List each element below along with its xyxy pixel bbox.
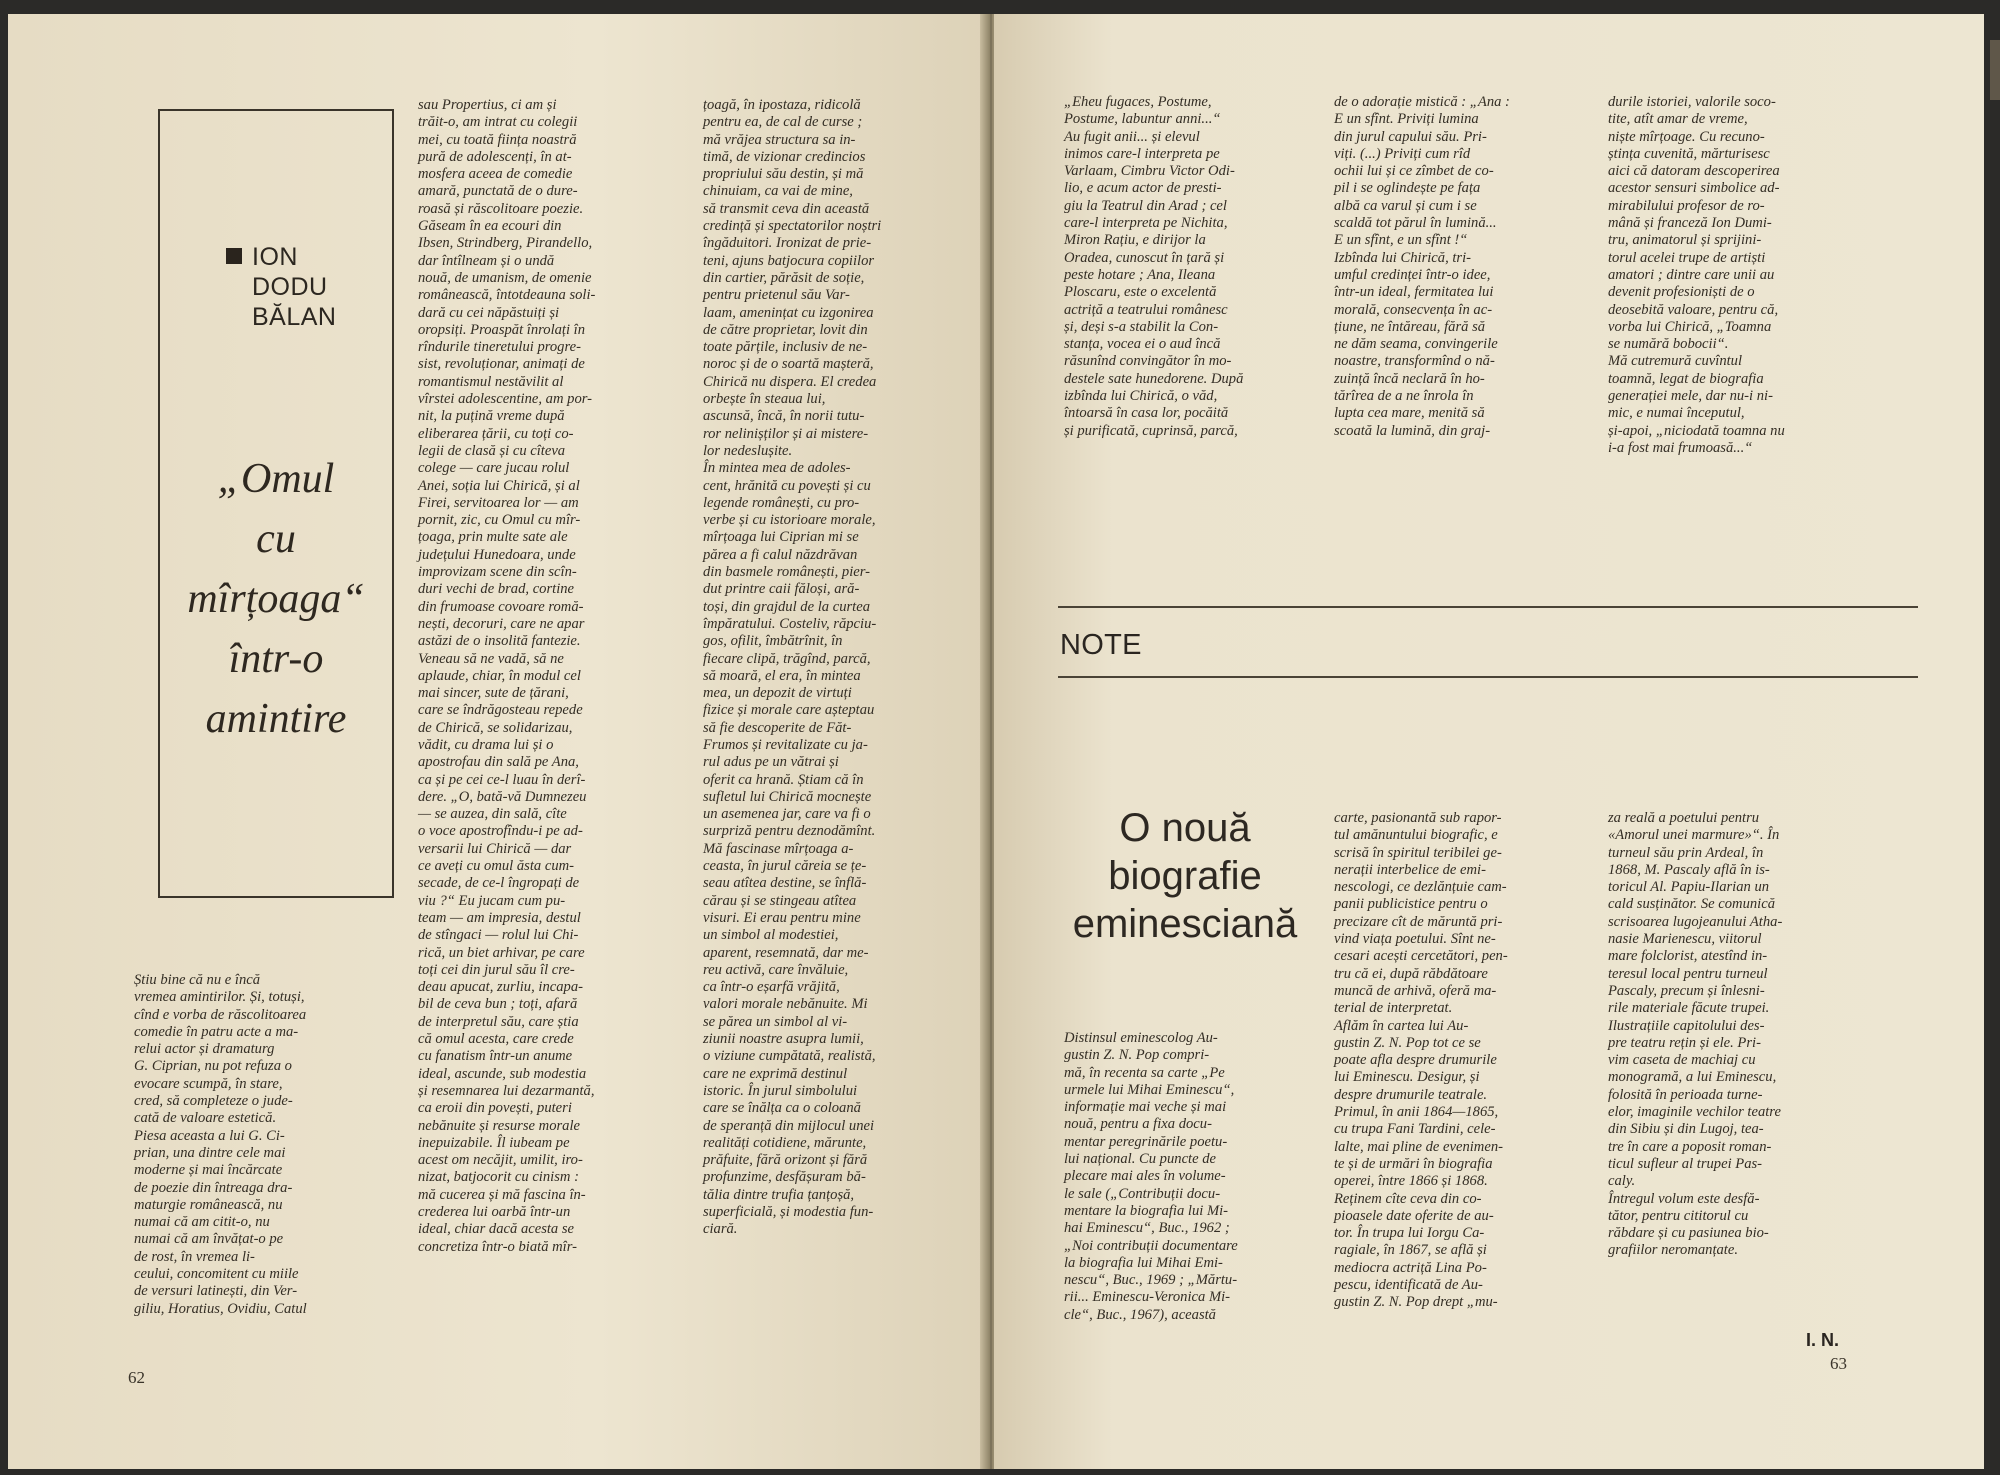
note-title: O nouă biografie eminesciană (1072, 806, 1298, 946)
bullet-square-icon (226, 248, 242, 264)
notes-heading: NOTE (1060, 629, 1142, 661)
note-col-1: Distinsul eminescolog Au- gustin Z. N. Pop compri- mă, în recenta sa carte „Pe urmele lui Mihai Eminescu“, informație mai veche și mai nouă, pentru a fixa docu- mentar peregrinările poetu- lui național. Cu puncte de plecare mai ales în volume- le sale („Contribuții docu- mentare la biografia lui Mi- hai Eminescu“, Buc., 1962 ; „Noi contribuții documentare la biografia lui Mihai Emi- nescu“, Buc., 1969 ; „Mărtu- rii... Eminescu-Veronica Mi- cle“, Buc., 1967), această (1064, 1030, 1238, 1323)
note-col-2: carte, pasionantă sub rapor- tul amănuntului biografic, e scrisă în spiritul teribilei ge- nerații interbelice de emi- nescologi, ce dezlănțuie cam- panii publicistice pentru o precizare cît de măruntă pri- vind viața poetului. Sînt ne- cesari acești cercetători, pen- tru că ei, după răbdătoare muncă de arhivă, oferă ma- terial de interpretat. Aflăm în cartea lui Au- gustin Z. N. Pop tot ce se poate afla despre drumurile lui Eminescu. Desigur, și despre drumurile teatrale. Primul, în anii 1864—1865, cu trupa Fani Tardini, cele- lalte, mai pline de evenimen- te și de urmări în biografia operei, între 1866 și 1868. Reținem cîte ceva din co- pioasele date oferite de au- tor. În trupa lui Iorgu Ca- ragiale, în 1867, se află și mediocra actriță Lina Po- pescu, identificată de Au- gustin Z. N. Pop drept „mu- (1334, 810, 1508, 1311)
right-top-col-1: „Eheu fugaces, Postume, Postume, labuntur anni...“ Au fugit anii... și elevul inimos care-l interpreta pe Varlaam, Cimbru Victor Odi- lio, e acum actor de presti- giu la Teatrul din Arad ; cel care-l interpreta pe Nichita, Miron Rațiu, e dirijor la Oradea, cunoscut în țară și peste hotare ; Ana, Ileana Ploscaru, este o excelentă actriță a teatrului românesc și, deși s-a stabilit la Con- stanța, vocea ei o aud încă răsunînd convingător în mo- destele sate hunedorene. După izbînda lui Chirică, o văd, întoarsă în casa lor, pocăită și purificată, cuprinsă, parcă, (1064, 94, 1244, 439)
left-col-3: țoagă, în ipostaza, ridicolă pentru ea, de cal de curse ; mă vrăjea structura sa in- timă, de vizionar credincios propriului său destin, și mă chinuiam, ca vai de mine, să transmit ceva din această credință și spectatorilor noștri îngăduitori. Ironizat de prie- teni, ajuns batjocura copiilor din cartier, părăsit de soție, pentru prietenul său Var- laam, amenințat cu izgonirea de către proprietar, lovit din toate părțile, inclusiv de ne- noroc și de o soartă mașteră, Chirică nu dispera. El credea orbește în steaua lui, ascunsă, încă, în norii tutu- ror nelinișților și ai mistere- lor nedeslușite. În mintea mea de adoles- cent, hrănită cu povești și cu legende românești, cu pro- verbe și cu istorioare morale, mîrțoaga lui Ciprian mi se părea a fi calul năzdrăvan din basmele românești, pier- dut printre caii făloși, ară- toși, din grajdul de la curtea împăratului. Costeliv, răpciu- gos, ofilit, îmbătrînit, în fiecare clipă, trăgînd, parcă, să moară, el era, în mintea mea, un depozit de virtuți fizice și morale care așteptau să fie descoperite de Făt- Frumos și revitalizate cu ja- rul adus pe un vătrai și oferit ca hrană. Știam că în sufletul lui Chirică mocnește un asemenea jar, care va fi o surpriză pentru deznodămînt. Mă fascinase mîrțoaga a- ceasta, în jurul căreia se țe- seau atîtea destine, se înflă- cărau și se stingeau atîtea visuri. Ei erau pentru mine un simbol al modestiei, aparent, resemnată, dar me- reu activă, care învăluie, ca într-o eșarfă vrăjită, valori morale nebănuite. Mi se părea un simbol al vi- ziunii noastre asupra lumii, o viziune cumpătată, realistă, care ne exprimă destinul istoric. În jurul simbolului care se înălța ca o coloană de speranță din mijlocul unei realități cotidiene, mărunte, prăfuite, fără orizont și fără profunzime, desfășuram bă- tălia dintre trufia țanțoșă, superficială, și modestia fun- ciară. (703, 97, 882, 1238)
right-top-col-2: de o adorație mistică : „Ana : E un sfînt. Priviți lumina din jurul capului său. Pri- viți. (...) Priviți cum rîd ochii lui și ce zîmbet de co- pil i se oglindește pe fața albă ca varul și cum i se scaldă tot părul în lumină... E un sfînt, e un sfînt !“ Izbînda lui Chirică, tri- umful credinței într-o idee, într-un ideal, fermitatea lui morală, consecvența în ac- țiune, ne întăreau, fără să ne dăm seama, convingerile noastre, transformînd o nă- zuință încă neclară în ho- tărîrea de a ne înrola în lupta cea mare, menită să scoată la lumină, din graj- (1334, 94, 1510, 439)
right-top-col-3: durile istoriei, valorile soco- tite, atît amar de vreme, niște mîrțoage. Cu recuno- ștința cuvenită, mărturisesc aici că datoram descoperirea acestor sensuri simbolice ad- mirabilului profesor de ro- mână și franceză Ion Dumi- tru, animatorul și sprijini- torul acelei trupe de artiști amatori ; dintre care unii au devenit profesioniști de o deosebită valoare, pentru că, vorba lui Chirică, „Toamna se numără bobocii“. Mă cutremură cuvîntul toamnă, legat de biografia generației mele, dar nu-i ni- mic, e numai începutul, și-apoi, „niciodată toamna nu i-a fost mai frumoasă...“ (1608, 94, 1785, 456)
note-signature: I. N. (1806, 1330, 1840, 1350)
notes-top-rule (1058, 606, 1918, 608)
page-number-left: 62 (128, 1368, 145, 1387)
note-col-3: za reală a poetului pentru «Amorul unei marmure»“. În turneul său prin Ardeal, în 1868, M. Pascaly află în is- toricul Al. Papiu-Ilarian un cald susținător. Se comunică scrisoarea lugojeanului Atha- nasie Marienescu, viitorul mare folclorist, atestînd in- teresul local pentru turneul Pascaly, precum și înlesni- rile materiale făcute trupei. Ilustrațiile capitolului des- pre teatru rețin și ele. Pri- vim caseta de machiaj cu monogramă, a lui Eminescu, folosită în perioada turne- elor, imaginile vechilor teatre din Sibiu și din Lugoj, tea- tre în care a poposit roman- ticul sufleur al trupei Pas- caly. Întregul volum este desfă- tător, pentru cititorul cu răbdare și cu pasiunea bio- grafiilor neromanțate. (1608, 810, 1783, 1259)
left-col-1: Știu bine că nu e încă vremea amintirilor. Și, totuși, cînd e vorba de răscolitoarea comedie în patru acte a ma- relui actor și dramaturg G. Ciprian, nu pot refuza o evocare scumpă, în stare, cred, să completeze o jude- cată de valoare estetică. Piesa aceasta a lui G. Ci- prian, una dintre cele mai moderne și mai încărcate de poezie din întreaga dra- maturgie românească, nu numai că am citit-o, nu numai că am învățat-o pe de rost, în vremea li- ceului, concomitent cu miile de versuri latinești, din Ver- giliu, Horatius, Ovidiu, Catul (134, 972, 307, 1317)
left-page (8, 14, 990, 1469)
article-title: „Omul cu mîrțoaga“ într-o amintire (187, 456, 365, 742)
notes-bottom-rule (1058, 676, 1918, 678)
binding-edge (1990, 40, 2000, 100)
author-name: ION DODU BĂLAN (252, 243, 337, 331)
left-col-2: sau Propertius, ci am și trăit-o, am intrat cu colegii mei, cu toată ființa noastră pură de adolescenți, în at- mosfera aceea de comedie amară, punctată de o dure- roasă și răscolitoare poezie. Găseam în ea ecouri din Ibsen, Strindberg, Pirandello, dar întîlneam și o undă nouă, de umanism, de omenie românească, întotdeauna soli- dară cu cei năpăstuiți și oropsiți. Proaspăt înrolați în rîndurile tineretului progre- sist, revoluționar, animați de romantismul nestăvilit al vîrstei adolescentine, am por- nit, la puțină vreme după eliberarea țării, cu toți co- legii de clasă și cu cîteva colege — care jucau rolul Anei, soția lui Chirică, și al Firei, servitoarea lor — am pornit, zic, cu Omul cu mîr- țoaga, prin multe sate ale județului Hunedoara, unde improvizam scene din scîn- duri vechi de brad, cortine din frumoase covoare romă- nești, decoruri, care ne apar astăzi de o insolită fantezie. Veneau să ne vadă, să ne aplaude, chiar, în modul cel mai sincer, sute de țărani, care se îndrăgosteau repede de Chirică, se solidarizau, vădit, cu drama lui și o apostrofau din sală pe Ana, ca și pe cei ce-l luau în derî- dere. „O, bată-vă Dumnezeu — se auzea, din sală, cîte o voce apostrofîndu-i pe ad- versarii lui Chirică — dar ce aveți cu omul ăsta cum- secade, de ce-l îngropați de viu ?“ Eu jucam cum pu- team — am impresia, destul de stîngaci — rolul lui Chi- rică, un biet arhivar, pe care toți cei din jurul său îl cre- deau apucat, zurliu, incapa- bil de ceva bun ; toți, afară de interpretul său, care știa că omul acesta, care crede cu fanatism într-un anume ideal, ascunde, sub modestia și resemnarea lui dezarmantă, ca eroii din povești, puteri nebănuite și resurse morale inepuizabile. Îl iubeam pe acest om necăjit, umilit, iro- nizat, batjocorit cu cinism : mă cucerea și mă fascina în- crederea lui oarbă într-un ideal, chiar dacă acesta se concretiza într-o biată mîr- (418, 97, 596, 1255)
page-number-right: 63 (1830, 1354, 1847, 1373)
right-page (994, 14, 1984, 1469)
